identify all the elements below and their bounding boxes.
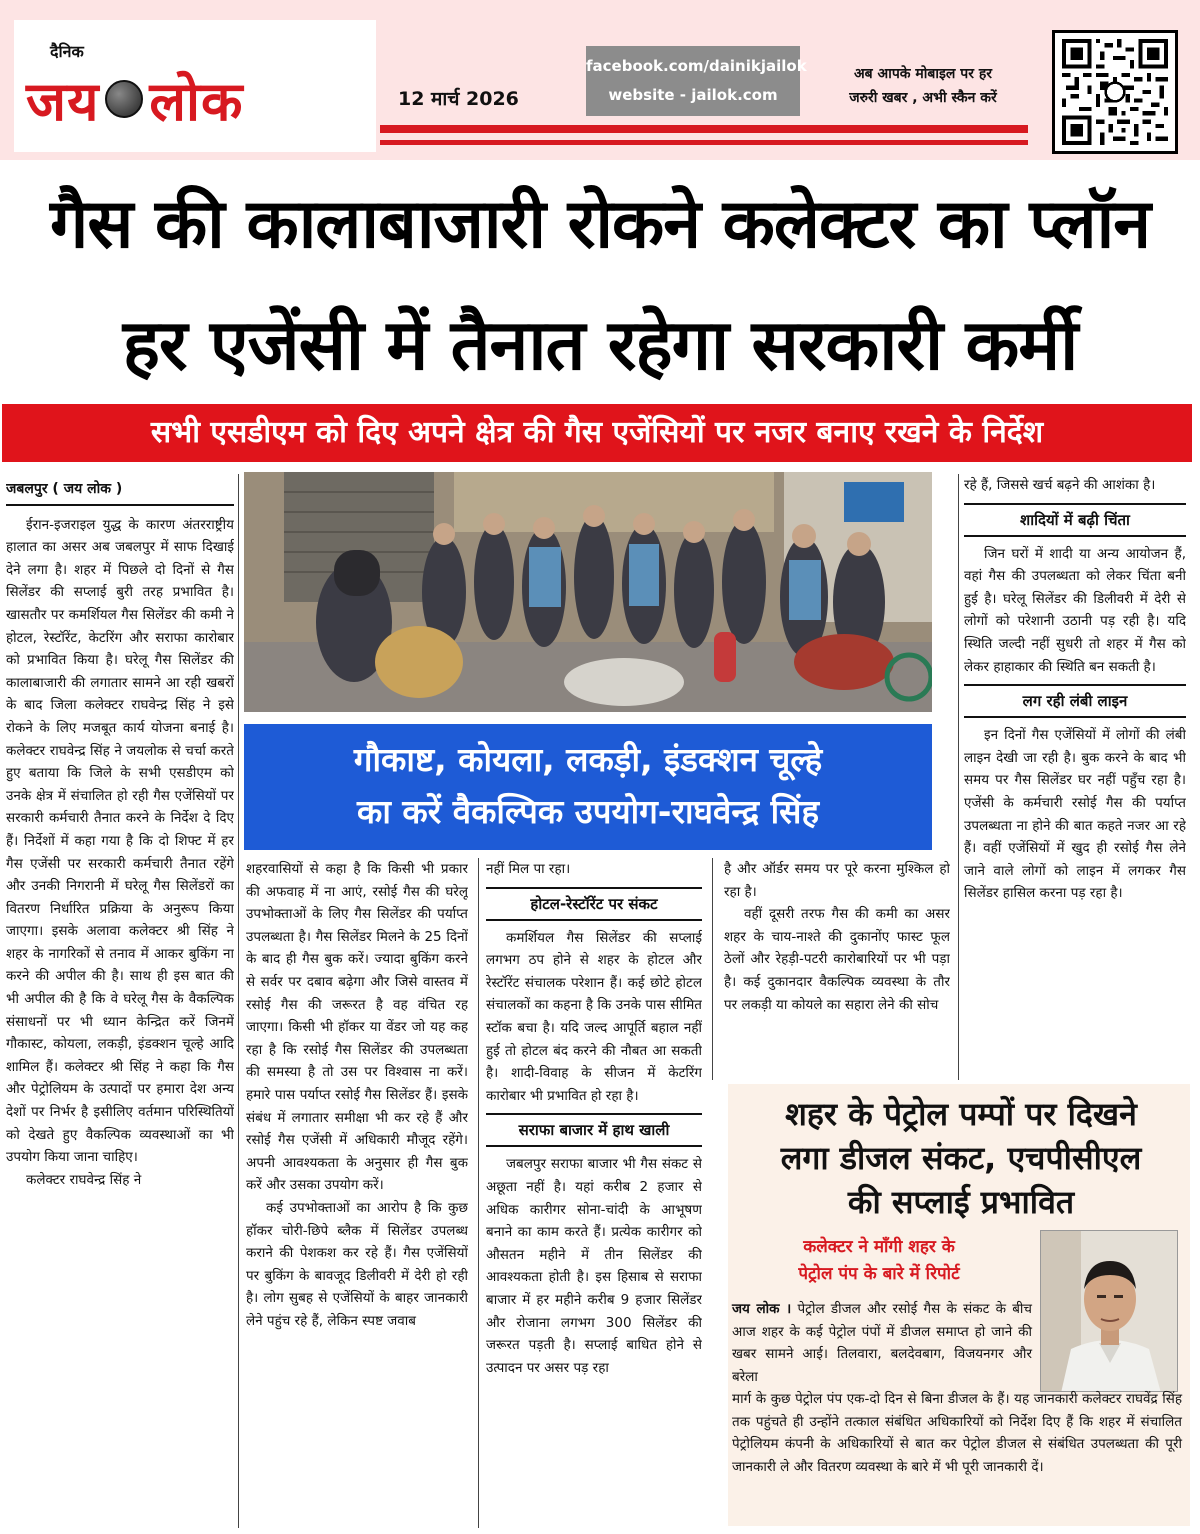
social-links: [586, 46, 807, 116]
gas-queue-photo: [244, 472, 932, 712]
article-paragraph: जबलपुर सराफा बाजार भी गैस संकट से अछूता नहीं है। यहां करीब 2 हजार से अधिक कारीगर सोना-चांदी के आभूषण बनाने का काम करते हैं। प्रत्येक कारीगर को औसतन महीने में तीन सिलेंडर की आवश्यकता होती है। इस हिसाब से सराफा बाजार में हर महीने करीब 9 हजार सिलेंडर और रोजाना लगभग 300 सिलेंडर की जरूरत पड़ती है। सप्लाई बाधित होने से उत्पादन पर असर पड़ रहा: [486, 1156, 702, 1376]
column-divider: [478, 858, 479, 1528]
article-paragraph: नहीं मिल पा रहा।: [486, 861, 571, 877]
qr-code-icon: [1061, 39, 1169, 145]
article-paragraph: वहीं दूसरी तरफ गैस की कमी का असर शहर के चाय-नाश्ते की दुकानोंए फास्ट फूल ठेलों और रेहड़ी-पटरी कारोबारियों पर भी पड़ा है। कई दुकानदार वैकल्पिक व्यवस्था के तौर पर लकड़ी या कोयले का सहारा लेने की सोच: [724, 906, 950, 1013]
article-paragraph: जिन घरों में शादी या अन्य आयोजन हैं, वहां गैस की उपलब्धता को लेकर चिंता बनी हुई है। घरेलू सिलेंडर की डिलीवरी में देरी से लोगों को परेशानी उठानी पड़ रही है। यदि स्थिति जल्दी नहीं सुधरी तो शहर में गैस को लेकर हाहाकार की स्थिति बन सकती है।: [964, 545, 1186, 675]
petrol-headline-line3: की सप्लाई प्रभावित: [847, 1183, 1075, 1221]
quote-line2: का करें वैकल्पिक उपयोग-राघवेन्द्र सिंह: [357, 792, 819, 831]
main-headline: गैस की कालाबाजारी रोकने कलेक्टर का प्लॉन: [50, 185, 1150, 264]
petrol-subheadline-line2: पेट्रोल पंप के बारे में रिपोर्ट: [798, 1264, 960, 1284]
column-divider: [712, 858, 713, 1080]
website-link[interactable]: website - jailok.com: [608, 86, 778, 104]
dateline: जबलपुर ( जय लोक ): [6, 478, 234, 506]
masthead-stripe-thin: [380, 140, 1028, 145]
logo-left: जय: [26, 70, 100, 133]
logo-daily: दैनिक: [50, 42, 84, 61]
collector-portrait: [1040, 1230, 1178, 1392]
petrol-headline-line1: शहर के पेट्रोल पम्पों पर दिखने: [785, 1095, 1137, 1133]
column-divider: [958, 474, 959, 1080]
article-paragraph: इन दिनों गैस एजेंसियों में लोगों की लंबी लाइन देखी जा रही है। बुक करने के बाद भी समय पर गैस सिलेंडर घर नहीं पहुँच रहा है। एजेंसी के कर्मचारी रसोई गैस की पर्याप्त उपलब्धता ना होने की बात कहते नजर आ रहे हैं। वहीं एजेंसियों में खुद ही रसोई गैस लेने जाने वाले लोगों को लाइन में लगकर गैस सिलेंडर हासिल करना पड़ रहा है।: [964, 727, 1186, 902]
main-headline-line2: हर एजेंसी में तैनात रहेगा सरकारी कर्मी: [122, 304, 1078, 386]
article-paragraph: रहे हैं, जिससे खर्च बढ़ने की आशंका है।: [964, 477, 1156, 493]
article-column-5: [964, 474, 1186, 1080]
quote-line1: गौकाष्ट, कोयला, लकड़ी, इंडक्शन चूल्हे: [353, 740, 823, 779]
petrol-subheadline: [738, 1234, 1020, 1288]
crowd-photo-illustration: [244, 472, 932, 712]
petrol-headline-line2: लगा डीजल संकट, एचपीसीएल: [780, 1139, 1142, 1177]
collector-quote-box: [244, 724, 932, 850]
article-column-4: [724, 858, 950, 1080]
section-heading-sarafa: सराफा बाजार में हाथ खाली: [486, 1113, 702, 1147]
scan-prompt-line1: अब आपके मोबाइल पर हर: [853, 66, 993, 82]
scan-prompt: [812, 62, 1034, 110]
globe-icon: [105, 80, 143, 118]
scan-prompt-line2: जरुरी खबर , अभी स्कैन करें: [849, 90, 997, 106]
article-paragraph: ईरान-इजराइल युद्ध के कारण अंतरराष्ट्रीय हालात का असर अब जबलपुर में साफ दिखाई देने लगा है। शहर में पिछले दो दिनों से गैस सिलेंडर की सप्लाई बुरी तरह प्रभावित है। खासतौर पर कमर्शियल गैस सिलेंडर की कमी ने होटल, रेस्टॉरेंट, केटरिंग और सराफा कारोबार को प्रभावित किया है। घरेलू गैस सिलेंडर की कालाबाजारी की लगातार सामने आ रही खबरों के बाद जिला कलेक्टर राघवेन्द्र सिंह ने इसे रोकने के लिए मजबूत कार्य योजना बनाई है। कलेक्टर राघवेन्द्र सिंह ने जयलोक से चर्चा करते हुए बताया कि जिले के सभी एसडीएम को उनके क्षेत्र में संचालित हो रही गैस एजेंसियों पर सरकारी कर्मचारी तैनात करने के निर्देश दे दिए हैं। निर्देशों में कहा गया है कि दो शिफ्ट में हर गैस एजेंसी पर सरकारी कर्मचारी तैनात रहेंगे और उनकी निगरानी में घरेलू गैस सिलेंडरों का वितरण निर्धारित प्रक्रिया के अनुरूप किया जाएगा। इसके अलावा कलेक्टर श्री सिंह ने शहर के नागरिकों से तनाव में आकर बुकिंग ना करने की अपील की है। साथ ही इस बात की भी अपील की है कि वे घरेलू गैस के वैकल्पिक संसाधनों पर भी ध्यान केन्द्रित करें जिनमें गौकास्ट, कोयला, लकड़ी, इंडक्शन चूल्हे आदि शामिल हैं। कलेक्टर श्री सिंह ने कहा कि गैस और पेट्रोलियम के उत्पादों पर हमारा देश अन्य देशों पर निर्भर है इसीलिए वर्तमान परिस्थितियों को देखते हुए वैकल्पिक व्यवस्थाओं का भी उपयोग किया जाना चाहिए।: [6, 516, 234, 1166]
petrol-headline: [738, 1092, 1184, 1224]
article-column-2: [246, 858, 468, 1528]
newspaper-logo[interactable]: [26, 62, 243, 136]
collector-portrait-illustration: [1041, 1231, 1178, 1392]
petrol-subheadline-line1: कलेक्टर ने माँगी शहर के: [803, 1237, 955, 1257]
column-divider: [238, 474, 239, 1528]
article-paragraph: है और ऑर्डर समय पर पूरे करना मुश्किल हो रहा है।: [724, 861, 950, 900]
section-heading-queue: लग रही लंबी लाइन: [964, 684, 1186, 718]
qr-code[interactable]: [1052, 30, 1178, 154]
petrol-article-intro: [732, 1298, 1032, 1388]
article-paragraph: पेट्रोल डीजल और रसोई गैस के संकट के बीच आज शहर के कई पेट्रोल पंपों में डीजल समाप्त हो जाने की खबर सामने आई। तिलवारा, बलदेवबाग, विजयनगर और बरेला: [732, 1301, 1032, 1385]
petrol-article-body: मार्ग के कुछ पेट्रोल पंप एक-दो दिन से बिना डीजल के हैं। यह जानकारी कलेक्टर राघवेंद्र सिंह तक पहुंचते ही उन्होंने तत्काल संबंधित अधिकारियों को निर्देश दिए हैं कि शहर में संचालित पेट्रोलियम कंपनी के अधिकारियों से बात कर पेट्रोल डीजल से संबंधित उपलब्धता की पूरी जानकारी ले और वितरण व्यवस्था के बारे में भी पूरी जानकारी दें।: [732, 1391, 1182, 1475]
petrol-byline: जय लोक ।: [732, 1301, 792, 1317]
article-paragraph-tail: कलेक्टर राघवेन्द्र सिंह ने: [26, 1171, 142, 1188]
article-column-3: [486, 858, 702, 1528]
issue-date: 12 मार्च 2026: [398, 88, 519, 110]
article-paragraph: कमर्शियल गैस सिलेंडर की सप्लाई लगभग ठप होने से शहर के होटल और रेस्टॉरेंट संचालक परेशान हैं। कई छोटे होटल संचालकों का कहना है कि उनके पास सीमित स्टॉक बचा है। यदि जल्द आपूर्ति बहाल नहीं हुई तो होटल बंद करने की नौबत आ सकती है। शादी-विवाह के सीजन में केटरिंग कारोबार भी प्रभावित हो रहा है।: [486, 929, 702, 1104]
article-paragraph: शहरवासियों से कहा है कि किसी भी प्रकार की अफवाह में ना आएं, रसोई गैस की घरेलू उपभोक्ताओं के लिए गैस सिलेंडर की पर्याप्त उपलब्धता है। गैस सिलेंडर मिलने के 25 दिनों के बाद ही गैस बुक करें। ज्यादा बुकिंग करने से सर्वर पर दबाव बढ़ेगा और जिसे वास्तव में रसोई गैस की जरूरत है वह वंचित रह जाएगा। किसी भी हॉकर या वेंडर जो यह कह रहा है कि रसोई गैस सिलेंडर की उपलब्धता की समस्या है तो उस पर विश्वास ना करें। हमारे पास पर्याप्त रसोई गैस सिलेंडर हैं। इसके संबंध में लगातार समीक्षा भी कर रहे हैं और रसोई गैस एजेंसी में अधिकारी मौजूद रहेंगे। अपनी आवश्यकता के अनुसार ही गैस बुक करें और उसका उपयोग करें।: [246, 861, 468, 1194]
article-paragraph: कई उपभोक्ताओं का आरोप है कि कुछ हॉकर चोरी-छिपे ब्लैक में सिलेंडर उपलब्ध कराने की पेशकश कर रहे हैं। गैस एजेंसियों पर बुकिंग के बावजूद डिलीवरी में देरी हो रही है। लोग सुबह से एजेंसियों के बाहर जानकारी लेने पहुंच रहे हैं, लेकिन स्पष्ट जवाब: [246, 1199, 468, 1329]
section-heading-weddings: शादियों में बढ़ी चिंता: [964, 503, 1186, 537]
facebook-link[interactable]: facebook.com/dainikjailok: [586, 57, 807, 75]
article-column-1: [6, 478, 234, 1528]
section-heading-hotel: होटल-रेस्टॉरेंट पर संकट: [486, 887, 702, 921]
subheadline-banner: सभी एसडीएम को दिए अपने क्षेत्र की गैस एजेंसियों पर नजर बनाए रखने के निर्देश: [2, 404, 1192, 462]
logo-right: लोक: [149, 70, 244, 133]
masthead-stripe: [380, 125, 1028, 133]
